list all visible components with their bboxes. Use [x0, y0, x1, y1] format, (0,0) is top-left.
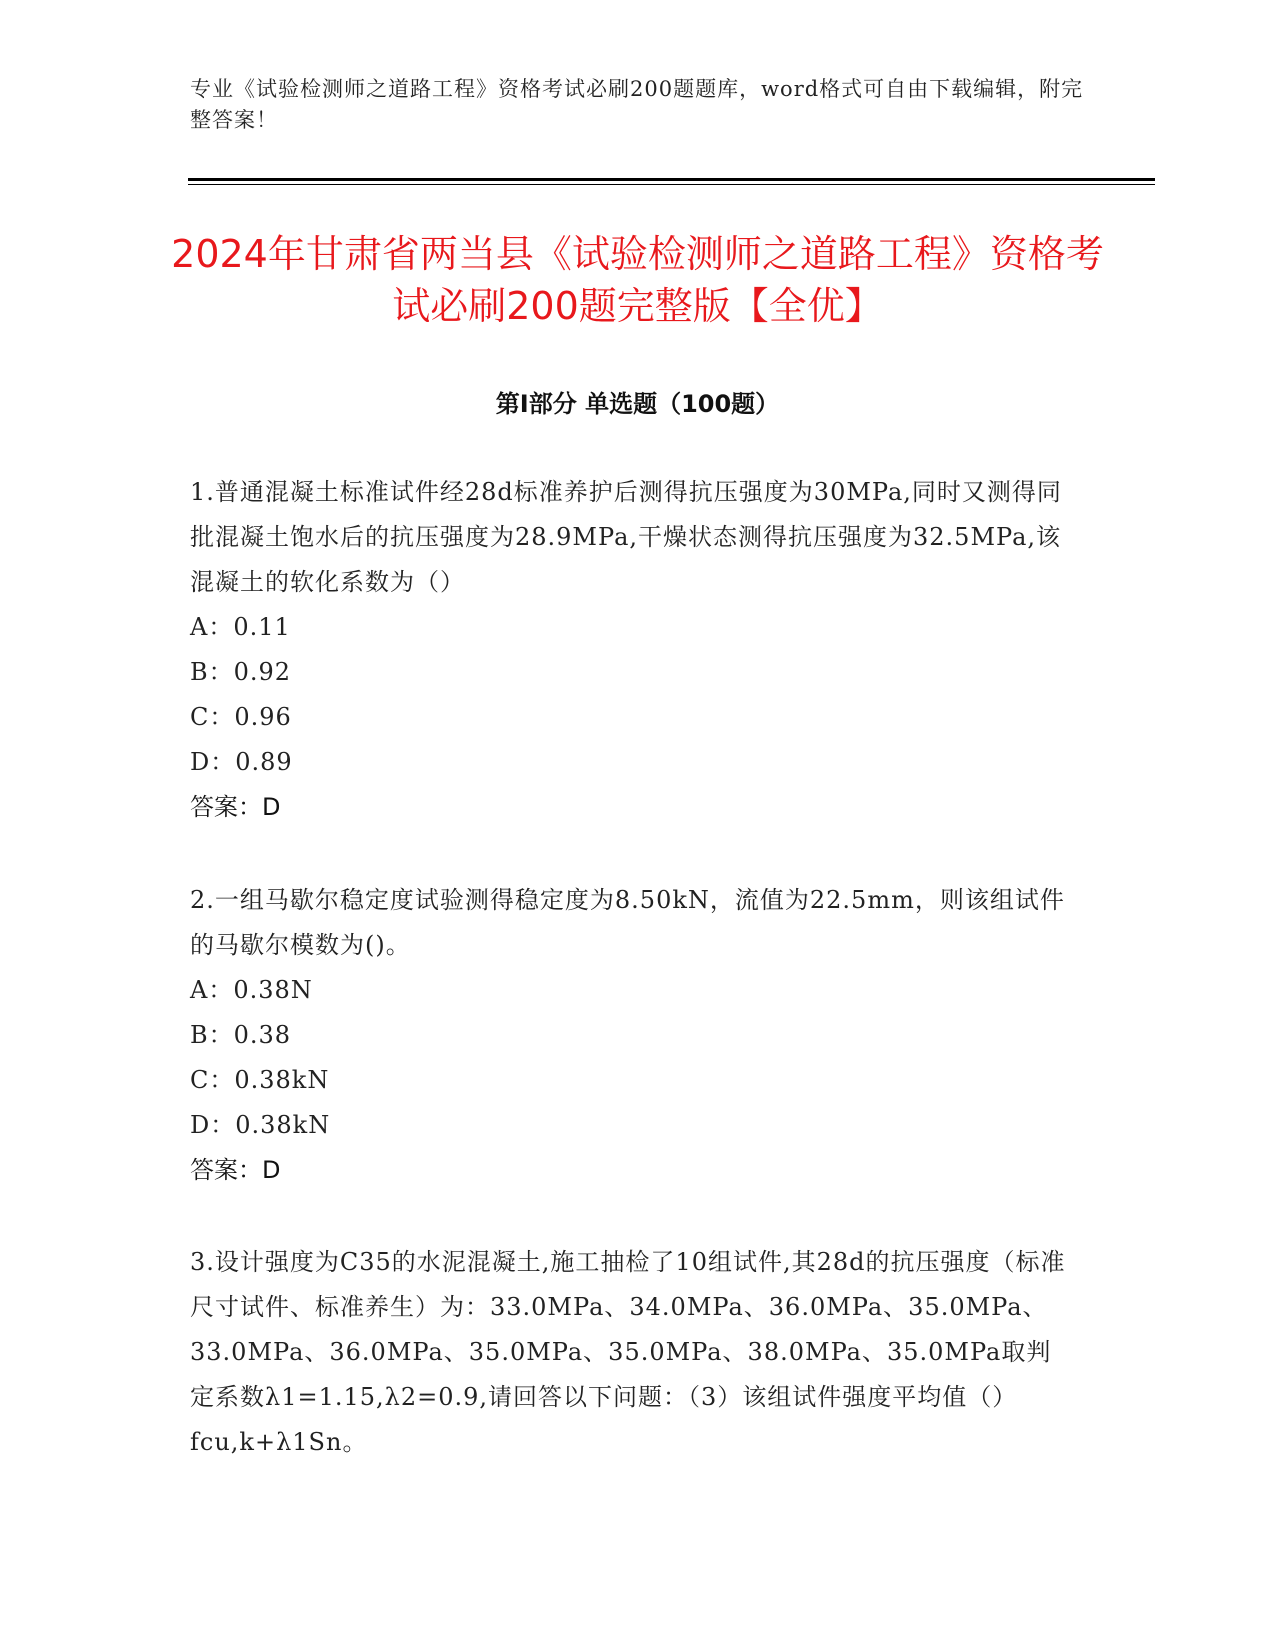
document-title: 2024年甘肃省两当县《试验检测师之道路工程》资格考试必刷200题完整版【全优】	[171, 232, 1104, 328]
question-1	[190, 470, 1075, 830]
header-divider-thick	[188, 178, 1155, 181]
answer-line: 答案：D	[190, 1156, 281, 1184]
option-c: C：0.96	[190, 703, 292, 731]
option-b: B：0.92	[190, 658, 292, 686]
question-stem: 3.设计强度为C35的水泥混凝土,施工抽检了10组试件,其28d的抗压强度（标准尺寸试件、标准养生）为：33.0MPa、34.0MPa、36.0MPa、35.0MPa、33.0MPa、36.0MPa、35.0MPa、35.0MPa、38.0MPa、35.0MPa取判定系数λ1=1.15,λ2=0.9,请回答以下问题：（3）该组试件强度平均值（）fcu,k+λ1Sn。	[190, 1248, 1066, 1456]
option-b: B：0.38	[190, 1021, 292, 1049]
header-divider-thin	[188, 184, 1155, 185]
header-note: 专业《试验检测师之道路工程》资格考试必刷200题题库，word格式可自由下载编辑，附完整答案！	[190, 77, 1084, 132]
question-3	[190, 1240, 1075, 1465]
option-d: D：0.38kN	[190, 1111, 331, 1139]
answer-line: 答案：D	[190, 793, 281, 821]
section-heading: 第I部分 单选题（100题）	[495, 390, 780, 418]
question-2	[190, 878, 1075, 1193]
question-stem: 1.普通混凝土标准试件经28d标准养护后测得抗压强度为30MPa,同时又测得同批混凝土饱水后的抗压强度为28.9MPa,干燥状态测得抗压强度为32.5MPa,该混凝土的软化系数为（）	[190, 478, 1062, 596]
question-stem: 2.一组马歇尔稳定度试验测得稳定度为8.50kN，流值为22.5mm，则该组试件的马歇尔模数为()。	[190, 886, 1065, 959]
option-a: A：0.38N	[190, 976, 313, 1004]
option-d: D：0.89	[190, 748, 293, 776]
option-c: C：0.38kN	[190, 1066, 330, 1094]
option-a: A：0.11	[190, 613, 291, 641]
